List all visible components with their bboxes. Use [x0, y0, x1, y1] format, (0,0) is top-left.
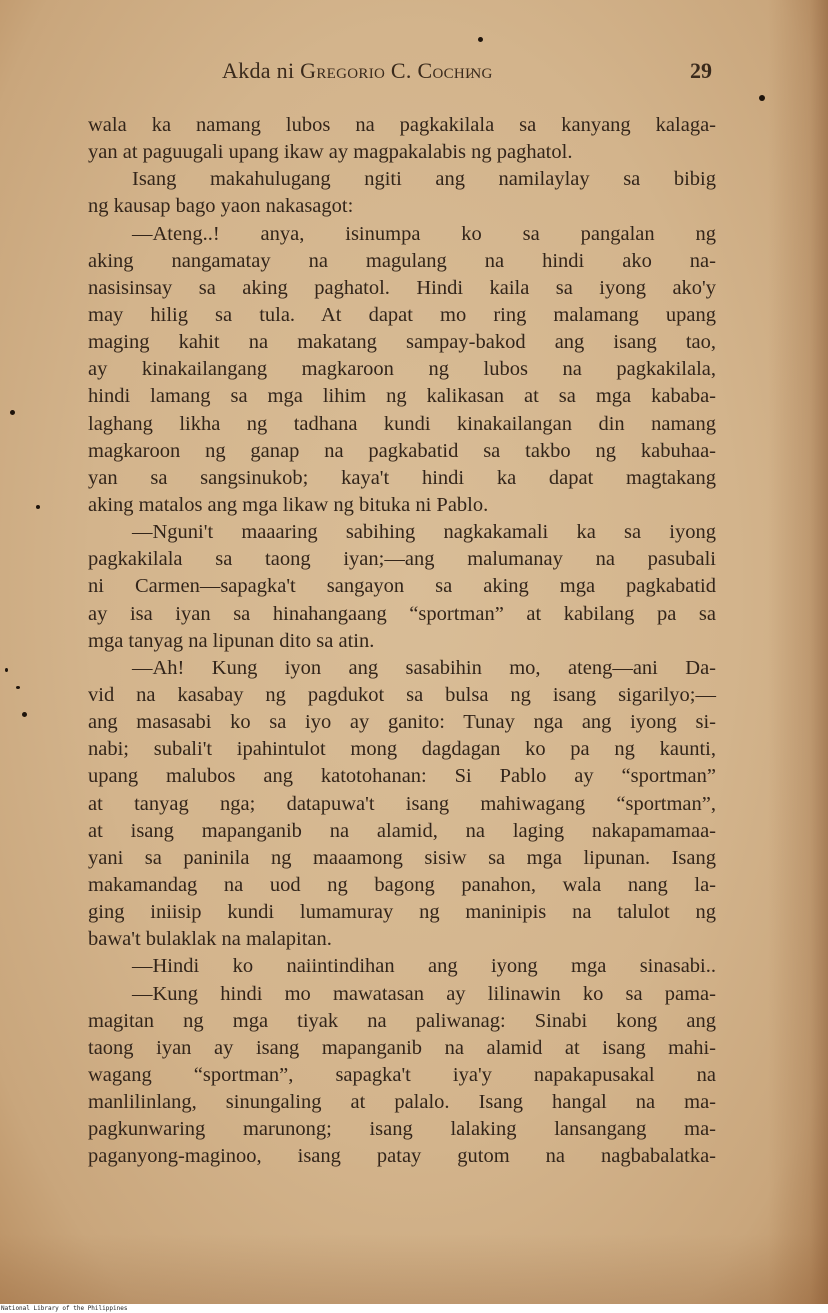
running-header: [222, 58, 712, 88]
text-line: taong iyan ay isang mapanganib na alamid at isang mahi-: [88, 1036, 716, 1059]
text-line: laghang likha ng tadhana kundi kinakailangan din namang: [88, 412, 716, 435]
ink-speck: [22, 712, 27, 717]
text-line: yan sa sangsinukob; kaya't hindi ka dapat magtakang: [88, 466, 716, 489]
text-line: ay kinakailangang magkaroon ng lubos na pagkakilala,: [88, 358, 716, 381]
text-line: ay isa iyan sa hinahangaang “sportman” at kabilang pa sa: [88, 602, 716, 625]
text-line: aking matalos ang mga likaw ng bituka ni Pablo.: [88, 493, 489, 516]
text-line: nabi; subali't ipahintulot mong dagdagan ko pa ng kaunti,: [88, 738, 716, 761]
header-title: [222, 58, 493, 84]
page-bottom-shading: [0, 1234, 828, 1304]
text-line: ging iniisip kundi lumamuray ng maninipis na talulot ng: [88, 901, 716, 924]
ink-speck: [36, 505, 40, 509]
text-line: wagang “sportman”, sapagka't iya'y napakapusakal na: [88, 1063, 716, 1086]
ink-speck: [5, 668, 8, 672]
body-text: [88, 112, 716, 1170]
text-line: vid na kasabay ng pagdukot sa bulsa ng isang sigarilyo;—: [88, 683, 716, 706]
text-line: at tanyag nga; datapuwa't isang mahiwagang “sportman”,: [88, 792, 716, 815]
text-line: bawa't bulaklak na malapitan.: [88, 928, 332, 951]
text-line: —Hindi ko naiintindihan ang iyong mga sinasabi..: [132, 955, 716, 978]
text-line: pagkakilala sa taong iyan;—ang malumanay na pasubali: [88, 548, 716, 571]
text-line: may hilig sa tula. At dapat mo ring malamang upang: [88, 303, 716, 326]
text-line: —Nguni't maaaring sabihing nagkakamali ka sa iyong: [132, 521, 716, 544]
library-credit: National Library of the Philippines: [0, 1304, 828, 1313]
text-line: upang malubos ang katotohanan: Si Pablo ay “sportman”: [88, 765, 716, 788]
text-line: maging kahit na makatang sampay-bakod ang isang tao,: [88, 331, 716, 354]
text-line: magkaroon ng ganap na pagkabatid sa takbo ng kabuhaa-: [88, 439, 716, 462]
text-line: ng kausap bago yaon nakasagot:: [88, 195, 354, 218]
text-line: manlilinlang, sinungaling at palalo. Isang hangal na ma-: [88, 1091, 716, 1114]
text-line: pagkunwaring marunong; isang lalaking lansangang ma-: [88, 1118, 716, 1141]
text-line: hindi lamang sa mga lihim ng kalikasan at sa mga kababa-: [88, 385, 716, 408]
text-line: wala ka namang lubos na pagkakilala sa kanyang kalaga-: [88, 114, 716, 136]
ink-speck: [16, 686, 20, 689]
text-line: —Ateng..! anya, isinumpa ko sa pangalan ng: [132, 222, 716, 245]
text-line: ni Carmen—sapagka't sangayon sa aking mga pagkabatid: [88, 575, 716, 598]
ink-speck: [10, 410, 15, 415]
page-number: 29: [690, 58, 712, 83]
text-line: yani sa paninila ng maaamong sisiw sa mga lipunan. Isang: [88, 846, 716, 869]
text-line: nasisinsay sa aking paghatol. Hindi kaila sa iyong ako'y: [88, 276, 716, 299]
text-line: yan at paguugali upang ikaw ay magpakalabis ng paghatol.: [88, 141, 573, 164]
text-line: —Ah! Kung iyon ang sasabihin mo, ateng—ani Da-: [132, 656, 716, 679]
text-line: ang masasabi ko sa iyo ay ganito: Tunay nga ang iyong si-: [88, 711, 716, 734]
text-line: mga tanyag na lipunan dito sa atin.: [88, 629, 375, 652]
text-line: paganyong-maginoo, isang patay gutom na nagbabalatka-: [88, 1145, 716, 1168]
text-line: aking nangamatay na magulang na hindi ako na-: [88, 249, 716, 272]
ink-speck: [478, 37, 483, 42]
text-line: at isang mapanganib na alamid, na laging nakapamamaa-: [88, 819, 716, 842]
ink-speck: [759, 95, 765, 101]
text-line: makamandag na uod ng bagong panahon, wala nang la-: [88, 873, 716, 896]
text-line: Isang makahulugang ngiti ang namilaylay sa bibig: [132, 168, 716, 191]
text-line: magitan ng mga tiyak na paliwanag: Sinabi kong ang: [88, 1009, 716, 1032]
header-title-prefix: Akda ni: [222, 58, 301, 83]
text-line: —Kung hindi mo mawatasan ay lilinawin ko sa pama-: [132, 982, 716, 1005]
header-author-name: Gregorio C. Cochi̷ng: [300, 58, 493, 83]
page-edge-shading: [768, 0, 828, 1304]
